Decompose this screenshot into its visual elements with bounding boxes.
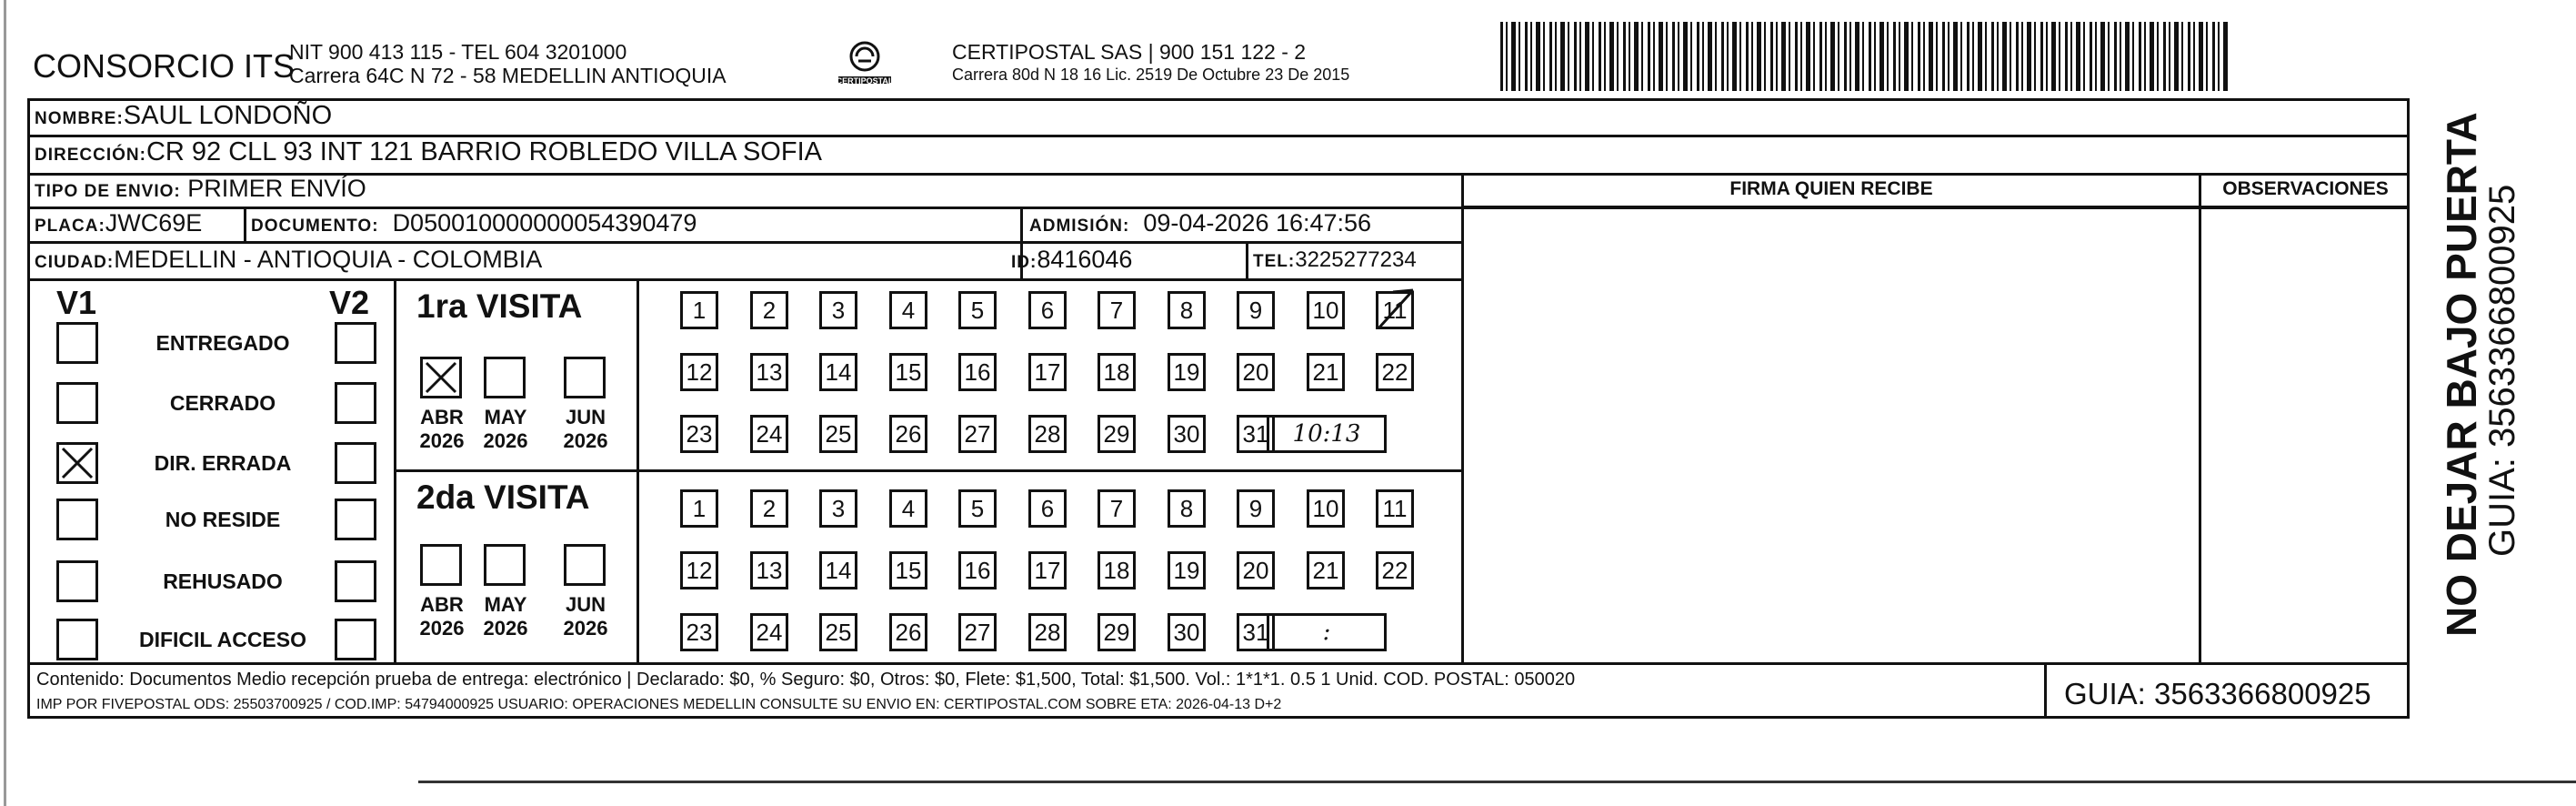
day-cell[interactable]: 1	[680, 291, 718, 329]
day-cell[interactable]: 5	[958, 291, 997, 329]
documento-label: DOCUMENTO:	[251, 217, 379, 236]
ciudad-label: CIUDAD:	[35, 253, 115, 272]
day-cell[interactable]: 30	[1168, 415, 1206, 453]
v2-checkbox[interactable]	[335, 322, 376, 364]
day-cell[interactable]: 31	[1237, 613, 1275, 651]
day-cell[interactable]: 24	[750, 415, 788, 453]
day-cell[interactable]: 17	[1028, 551, 1067, 589]
day-cell[interactable]: 7	[1098, 291, 1136, 329]
day-cell[interactable]: 5	[958, 489, 997, 528]
month-checkbox[interactable]	[564, 544, 606, 586]
v1-header: V1	[56, 284, 97, 321]
tipo-label: TIPO DE ENVIO:	[35, 182, 181, 201]
day-cell[interactable]: 31	[1237, 415, 1275, 453]
direccion-field	[35, 137, 822, 167]
day-cell[interactable]: 19	[1168, 353, 1206, 391]
visit-divider	[394, 469, 1464, 472]
status-label: ENTREGADO	[155, 331, 290, 355]
day-cell[interactable]: 17	[1028, 353, 1067, 391]
v2-checkbox[interactable]	[335, 499, 376, 540]
day-cell[interactable]: 29	[1098, 613, 1136, 651]
v2-checkbox[interactable]	[335, 619, 376, 660]
tipo-value: PRIMER ENVÍO	[187, 175, 366, 202]
status-label: NO RESIDE	[165, 508, 281, 531]
logo-text: CERTIPOSTAL	[836, 76, 894, 86]
day-cell[interactable]: 3	[819, 489, 857, 528]
carrier-line2: Carrera 80d N 18 16 Lic. 2519 De Octubre 23 De 2015	[952, 65, 1350, 84]
day-cell[interactable]: 27	[958, 613, 997, 651]
day-cell[interactable]: 23	[680, 613, 718, 651]
day-cell[interactable]: 12	[680, 353, 718, 391]
day-cell[interactable]: 30	[1168, 613, 1206, 651]
day-cell[interactable]: 9	[1237, 489, 1275, 528]
day-cell[interactable]: 8	[1168, 291, 1206, 329]
documento-value: D050010000000054390479	[392, 209, 697, 237]
col-divider	[1246, 243, 1248, 279]
day-cell[interactable]: 12	[680, 551, 718, 589]
nombre-value: SAUL LONDOÑO	[123, 101, 333, 130]
day-number: 11	[1382, 297, 1408, 324]
day-cell[interactable]: 14	[819, 353, 857, 391]
observaciones-header: OBSERVACIONES	[2222, 178, 2389, 199]
day-cell[interactable]: 16	[958, 353, 997, 391]
month-label: JUN	[565, 593, 606, 616]
col-divider	[2199, 173, 2201, 662]
ciudad-field	[35, 246, 542, 274]
placa-field	[35, 209, 202, 237]
footer-line2: IMP POR FIVEPOSTAL ODS: 25503700925 / COD.IMP: 54794000925 USUARIO: OPERACIONES MEDELLIN CONSULTE SU ENVIO EN: CERTIPOSTAL.COM SOBRE ETA: 2026-04-13 D+2	[36, 697, 1282, 712]
side-guia: GUIA: 3563366800925	[2482, 184, 2522, 557]
footer-line1: Contenido: Documentos Medio recepción prueba de entrega: electrónico | Declarado: $0, % Seguro: $0, Otros: $0, Flete: $1,500, Total: $1,500. Vol.: 1*1*1. 0.5 1 Unid. COD. POSTAL: 050020	[36, 670, 1576, 690]
month-label: ABR	[420, 593, 464, 616]
day-cell[interactable]: 18	[1098, 551, 1136, 589]
direccion-value: CR 92 CLL 93 INT 121 BARRIO ROBLEDO VILLA SOFIA	[145, 137, 822, 166]
status-label: DIFICIL ACCESO	[138, 628, 306, 651]
year-label: 2026	[419, 429, 465, 452]
id-field	[1011, 246, 1132, 274]
nombre-label: NOMBRE:	[35, 109, 124, 128]
row-divider	[1464, 206, 2410, 208]
v2-checkbox[interactable]	[335, 442, 376, 484]
x-mark-icon	[423, 359, 459, 396]
day-cell[interactable]: 25	[819, 613, 857, 651]
day-cell[interactable]: 13	[750, 551, 788, 589]
time-box[interactable]: 10:13	[1267, 415, 1387, 453]
day-cell[interactable]: 28	[1028, 415, 1067, 453]
footer-guia: GUIA: 3563366800925	[2064, 677, 2371, 710]
company-line2: Carrera 64C N 72 - 58 MEDELLIN ANTIOQUIA	[289, 64, 727, 87]
admision-field	[1029, 209, 1371, 237]
row-divider	[27, 278, 1464, 281]
day-cell[interactable]: 25	[819, 415, 857, 453]
col-divider	[636, 278, 639, 662]
month-label: MAY	[484, 593, 527, 616]
day-cell[interactable]: 21	[1307, 551, 1345, 589]
certipostal-logo	[835, 36, 895, 96]
day-cell[interactable]: 9	[1237, 291, 1275, 329]
day-cell[interactable]: 13	[750, 353, 788, 391]
status-label: CERRADO	[169, 391, 276, 415]
month-checkbox[interactable]	[484, 544, 526, 586]
nombre-field	[35, 101, 332, 131]
v2-header: V2	[329, 284, 370, 321]
company-name: CONSORCIO ITS	[33, 47, 296, 85]
day-cell[interactable]: 6	[1028, 291, 1067, 329]
tel-field	[1253, 247, 1417, 273]
col-divider	[244, 207, 246, 243]
day-cell[interactable]: 10	[1307, 291, 1345, 329]
year-label: 2026	[563, 429, 608, 452]
day-cell[interactable]: 15	[889, 353, 927, 391]
company-line1: NIT 900 413 115 - TEL 604 3201000	[289, 40, 627, 64]
ciudad-value: MEDELLIN - ANTIOQUIA - COLOMBIA	[114, 246, 543, 273]
day-cell[interactable]: 21	[1307, 353, 1345, 391]
year-label: 2026	[563, 617, 608, 640]
day-cell[interactable]: 22	[1376, 551, 1414, 589]
time-box[interactable]: :	[1267, 613, 1387, 651]
month-checkbox[interactable]	[564, 357, 606, 398]
row-divider	[27, 173, 2410, 176]
placa-label: PLACA:	[35, 217, 105, 236]
day-cell[interactable]: 28	[1028, 613, 1067, 651]
day-cell[interactable]: 26	[889, 415, 927, 453]
tel-value: 3225277234	[1295, 247, 1417, 272]
col-divider	[1461, 173, 1464, 662]
month-checkbox[interactable]	[420, 544, 462, 586]
documento-field	[251, 209, 697, 237]
id-label: ID:	[1011, 253, 1037, 272]
day-cell[interactable]: 19	[1168, 551, 1206, 589]
month-checkbox[interactable]	[420, 357, 462, 398]
placa-value: JWC69E	[105, 209, 203, 237]
x-mark-icon	[59, 445, 95, 481]
day-cell[interactable]: 10	[1307, 489, 1345, 528]
day-cell[interactable]: 4	[889, 489, 927, 528]
barcode	[1500, 22, 2228, 91]
day-cell[interactable]: 6	[1028, 489, 1067, 528]
day-cell[interactable]: 1	[680, 489, 718, 528]
day-cell[interactable]: 22	[1376, 353, 1414, 391]
tipo-field	[35, 175, 366, 203]
v2-checkbox[interactable]	[335, 560, 376, 602]
day-cell[interactable]: 7	[1098, 489, 1136, 528]
tel-label: TEL:	[1253, 252, 1296, 271]
day-cell[interactable]: 24	[750, 613, 788, 651]
year-label: 2026	[419, 617, 465, 640]
day-cell[interactable]: 14	[819, 551, 857, 589]
status-label: REHUSADO	[163, 569, 283, 593]
day-cell[interactable]: 11	[1376, 489, 1414, 528]
visita1-title: 1ra VISITA	[416, 287, 583, 325]
day-cell[interactable]: 15	[889, 551, 927, 589]
visita2-title: 2da VISITA	[416, 479, 590, 516]
side-warning: NO DEJAR BAJO PUERTA	[2438, 112, 2485, 637]
day-cell[interactable]	[1376, 291, 1414, 329]
v2-checkbox[interactable]	[335, 382, 376, 424]
day-slash-icon	[1373, 287, 1418, 332]
day-cell[interactable]: 2	[750, 489, 788, 528]
month-checkbox[interactable]	[484, 357, 526, 398]
day-cell[interactable]: 2	[750, 291, 788, 329]
day-cell[interactable]: 4	[889, 291, 927, 329]
month-label: MAY	[484, 406, 527, 428]
month-label: ABR	[420, 406, 464, 428]
day-cell[interactable]: 20	[1237, 551, 1275, 589]
page-edge	[418, 781, 2576, 783]
firma-header: FIRMA QUIEN RECIBE	[1729, 178, 1933, 199]
status-label: DIR. ERRADA	[154, 451, 292, 475]
month-label: JUN	[565, 406, 606, 428]
direccion-label: DIRECCIÓN:	[35, 146, 146, 165]
carrier-line1: CERTIPOSTAL SAS | 900 151 122 - 2	[952, 40, 1307, 64]
year-label: 2026	[483, 617, 528, 640]
logo-mark-icon	[835, 36, 895, 96]
day-cell[interactable]: 27	[958, 415, 997, 453]
page-edge	[4, 0, 6, 806]
id-value: 8416046	[1037, 246, 1133, 273]
year-label: 2026	[483, 429, 528, 452]
admision-label: ADMISIÓN:	[1029, 217, 1130, 236]
day-cell[interactable]: 29	[1098, 415, 1136, 453]
day-cell[interactable]: 23	[680, 415, 718, 453]
admision-value: 09-04-2026 16:47:56	[1143, 209, 1372, 237]
row-divider	[27, 241, 1464, 244]
day-cell[interactable]: 8	[1168, 489, 1206, 528]
day-cell[interactable]: 16	[958, 551, 997, 589]
day-cell[interactable]: 20	[1237, 353, 1275, 391]
day-cell[interactable]: 3	[819, 291, 857, 329]
day-cell[interactable]: 26	[889, 613, 927, 651]
day-cell[interactable]: 18	[1098, 353, 1136, 391]
